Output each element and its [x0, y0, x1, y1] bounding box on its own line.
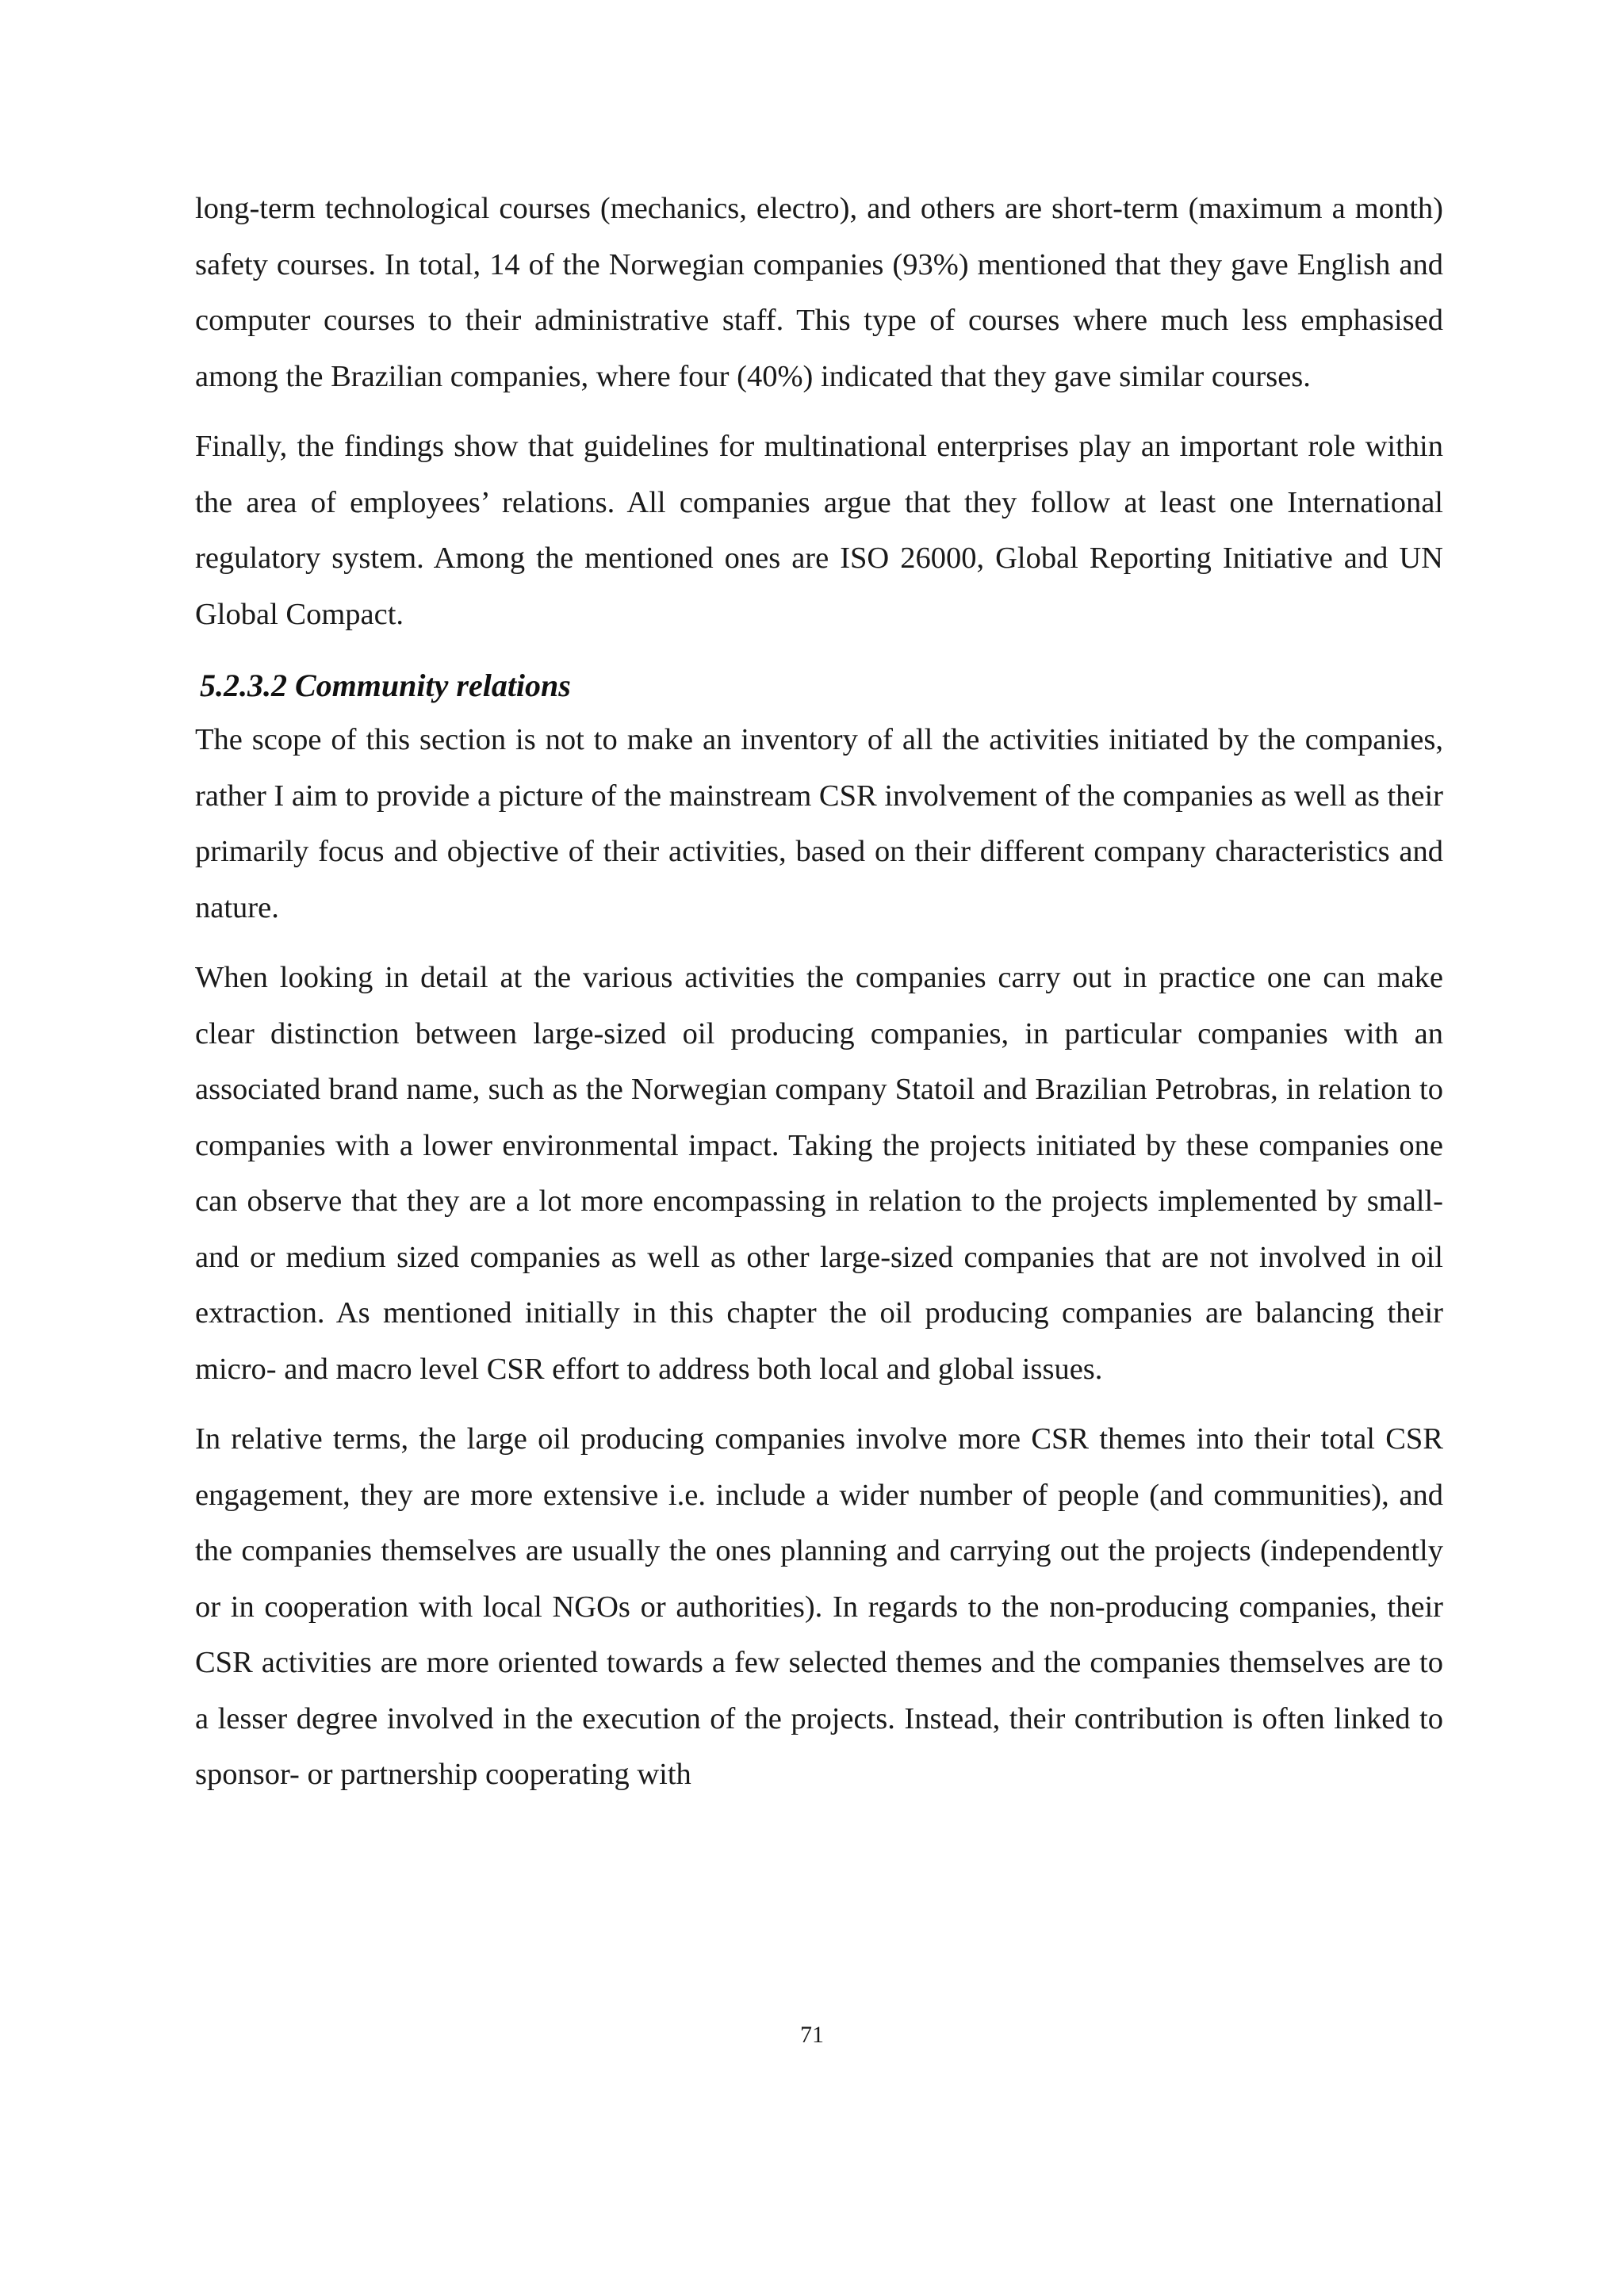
paragraph-scope: The scope of this section is not to make an inventory of all the activities initiated by the companies, rather I aim to provide a picture of the mainstream CSR involvement of the companies as well as their primarily focus and objective of their activities, based on their different company characteristics and nature.	[195, 723, 1443, 924]
section-heading: 5.2.3.2 Community relations	[200, 668, 571, 703]
page-number: 71	[800, 2022, 824, 2048]
paragraph-activities: When looking in detail at the various activities the companies carry out in practice one can make clear distinction between large-sized oil producing companies, in particular companies with an associated brand name, such as the Norwegian company Statoil and Brazilian Petrobras, in relation to companies with a lower environmental impact. Taking the projects initiated by these companies one can observe that they are a lot more encompassing in relation to the projects implemented by small- and or medium sized companies as well as other large-sized companies that are not involved in oil extraction. As mentioned initially in this chapter the oil producing companies are balancing their micro- and macro level CSR effort to address both local and global issues.	[195, 961, 1443, 1386]
paragraph-relative-terms: In relative terms, the large oil producing companies involve more CSR themes into their total CSR engagement, they are more extensive i.e. include a wider number of people (and communities), and the companies themselves are usually the ones planning and carrying out the projects (independently or in cooperation with local NGOs or authorities). In regards to the non-producing companies, their CSR activities are more oriented towards a few selected themes and the companies themselves are to a lesser degree involved in the execution of the projects. Instead, their contribution is often linked to sponsor- or partnership cooperating with	[195, 1422, 1443, 1791]
paragraph-training-courses: long-term technological courses (mechanics, electro), and others are short-term (maximum a month) safety courses. In total, 14 of the Norwegian companies (93%) mentioned that they gave English and computer courses to their administrative staff. This type of courses where much less emphasised among the Brazilian companies, where four (40%) indicated that they gave similar courses.	[195, 192, 1443, 393]
document-page	[195, 181, 1443, 1817]
paragraph-guidelines: Finally, the findings show that guidelines for multinational enterprises play an important role within the area of employees’ relations. All companies argue that they follow at least one International regulatory system. Among the mentioned ones are ISO 26000, Global Reporting Initiative and UN Global Compact.	[195, 430, 1443, 631]
